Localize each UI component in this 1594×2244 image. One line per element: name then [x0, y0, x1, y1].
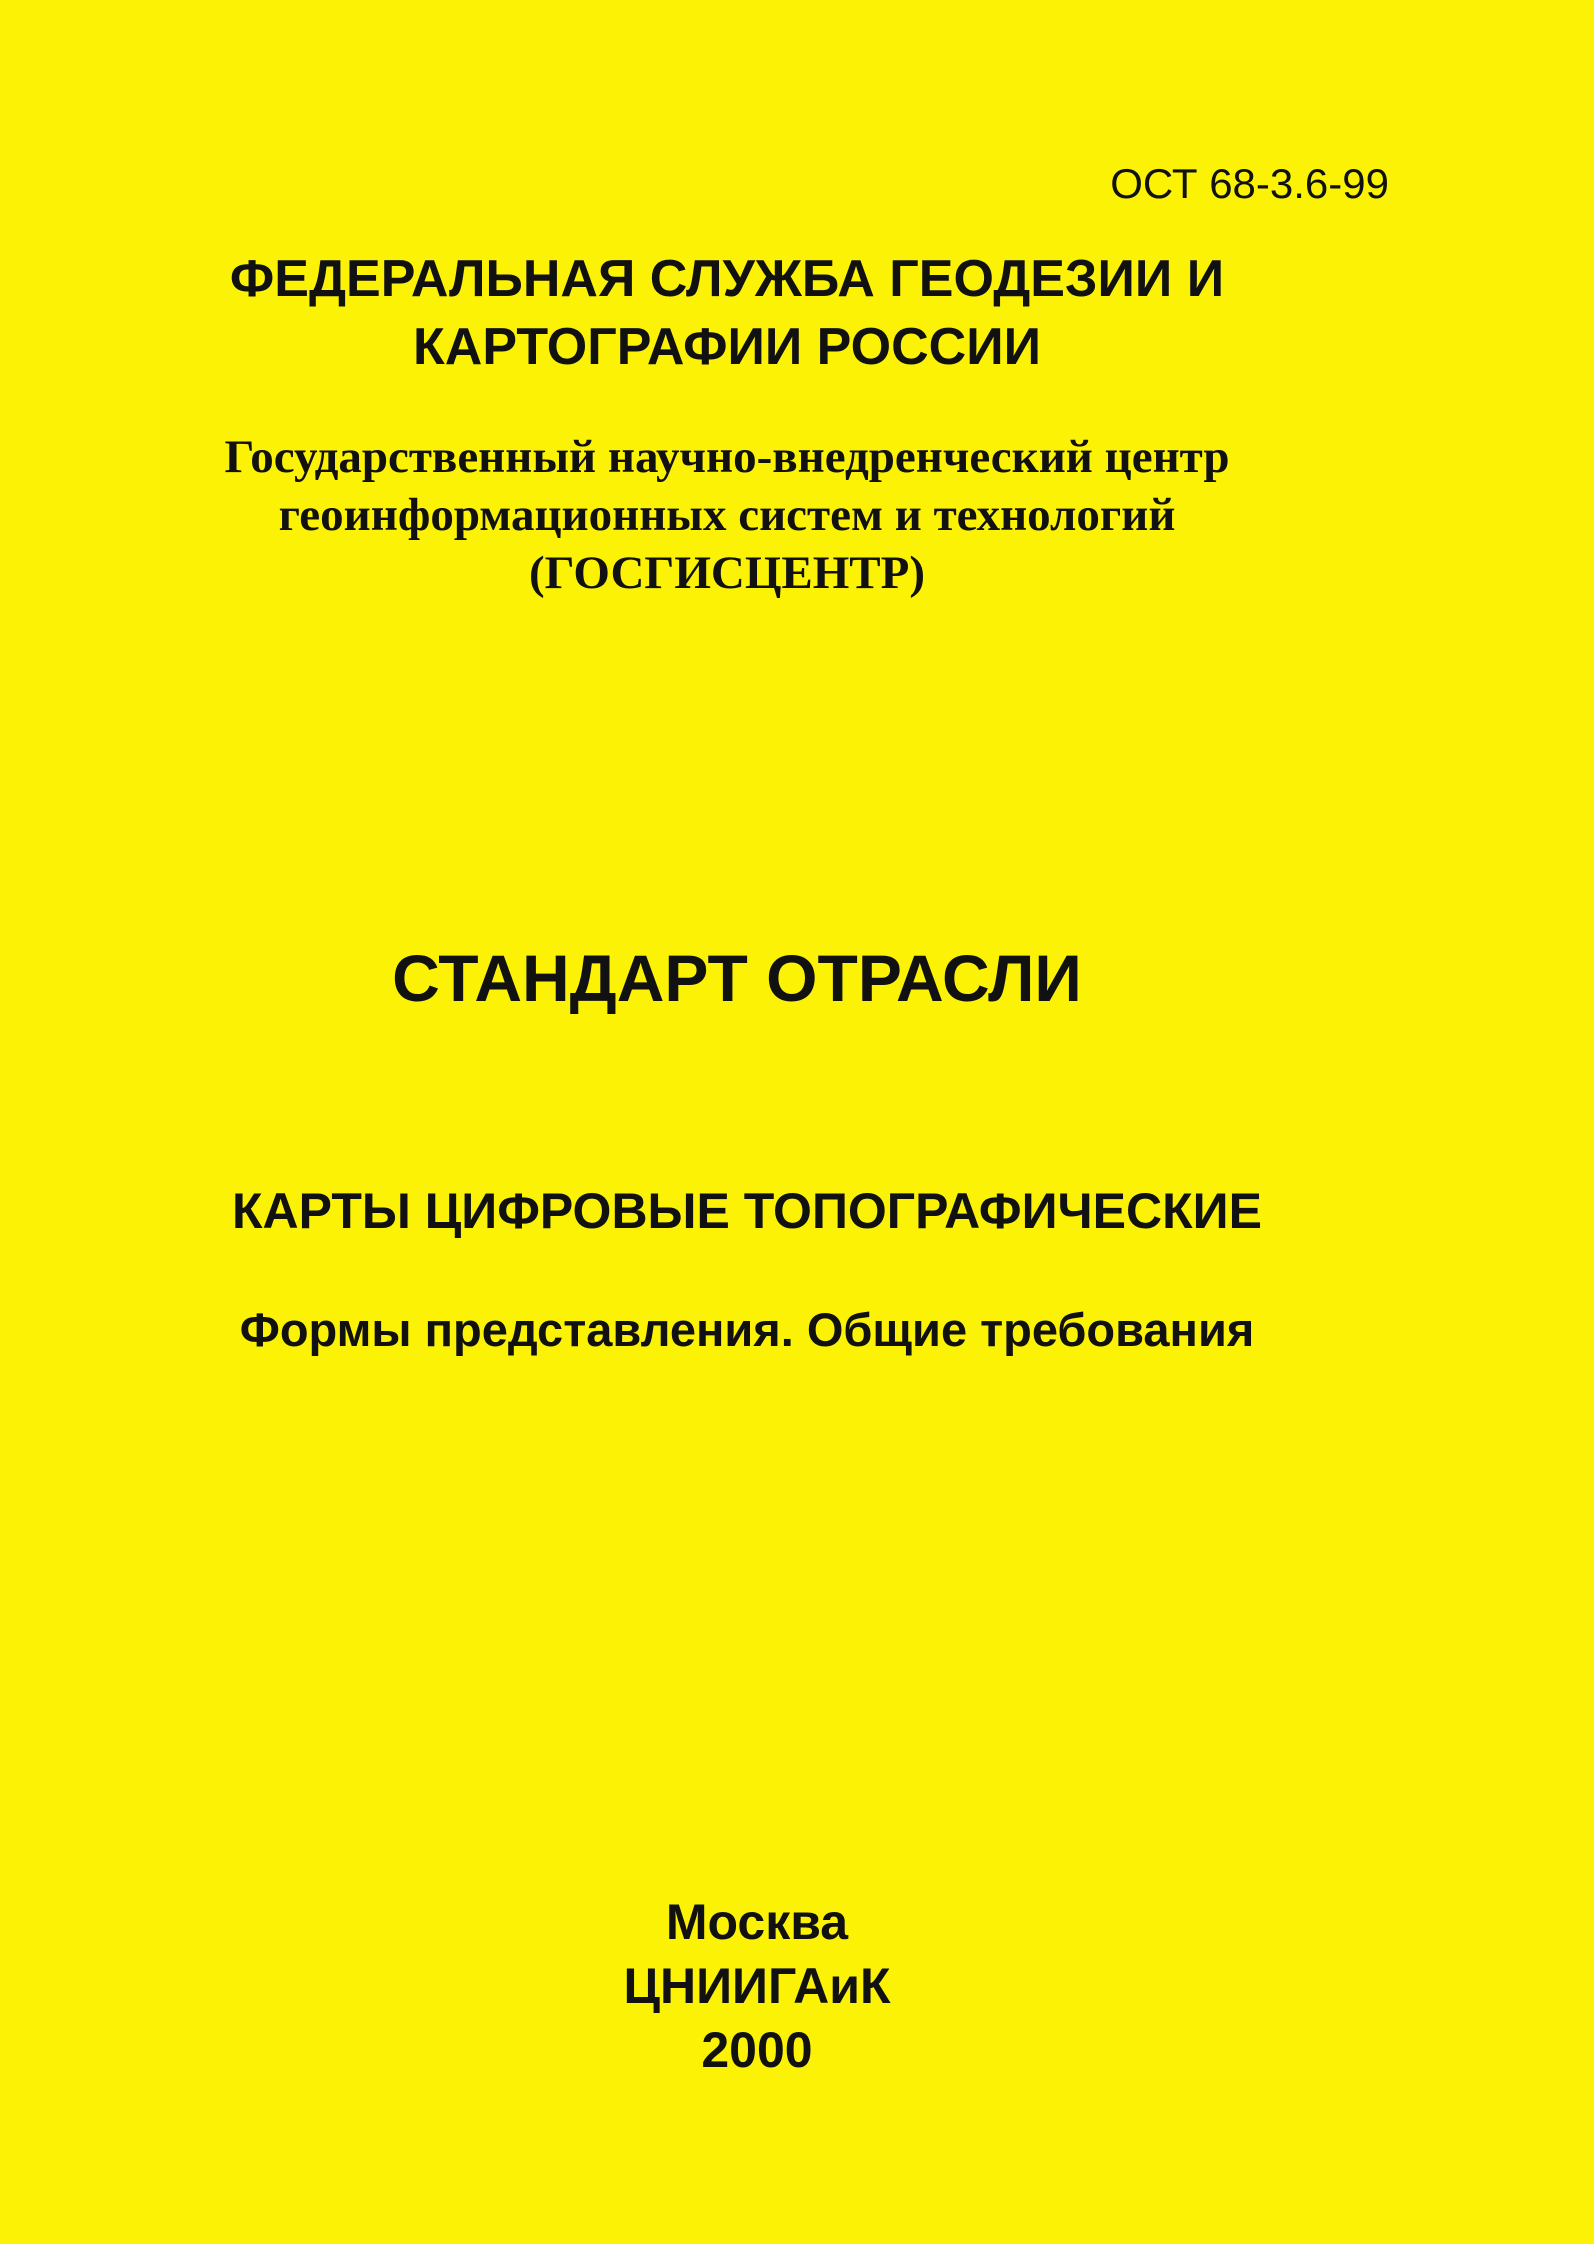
imprint-year: 2000 [701, 2022, 813, 2078]
organization-line1: Государственный научно-внедренческий центр [224, 431, 1230, 483]
imprint-publisher: ЦНИИГАиК [623, 1958, 891, 2014]
agency-name-line2: КАРТОГРАФИИ РОССИИ [413, 318, 1041, 376]
agency-name [0, 245, 1524, 381]
agency-name-line1: ФЕДЕРАЛЬНАЯ СЛУЖБА ГЕОДЕЗИИ И [229, 250, 1225, 308]
imprint [0, 1890, 1554, 2082]
document-title: КАРТЫ ЦИФРОВЫЕ ТОПОГРАФИЧЕСКИЕ [232, 1183, 1262, 1239]
imprint-city: Москва [665, 1894, 849, 1950]
document-subtitle: Формы представления. Общие требования [239, 1303, 1255, 1356]
organization-line2: геоинформационных систем и технологий [278, 489, 1176, 541]
organization-line3: (ГОСГИСЦЕНТР) [528, 547, 926, 599]
organization-name [0, 428, 1524, 602]
document-category: СТАНДАРТ ОТРАСЛИ [392, 941, 1082, 1015]
standard-code: ОСТ 68-3.6-99 [1110, 160, 1389, 207]
